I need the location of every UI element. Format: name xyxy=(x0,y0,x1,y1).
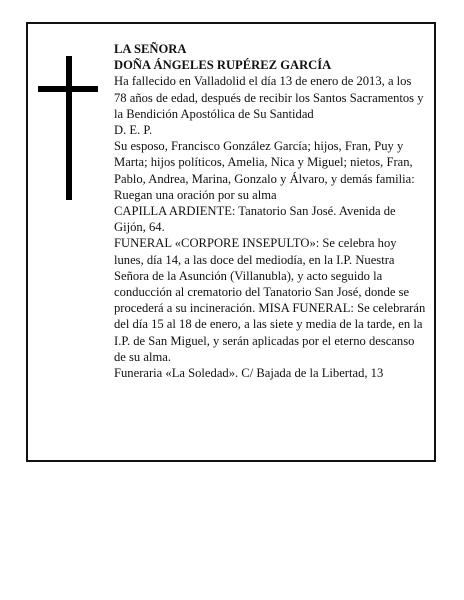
cross-horizontal-bar xyxy=(38,86,98,92)
obituary-notice xyxy=(26,22,436,462)
latin-cross-icon xyxy=(36,56,100,200)
family-list: Su esposo, Francisco González García; hijos, Fran, Puy y Marta; hijos políticos, Amelia, Nica y Miguel; nietos, Fran, Pablo, Andrea, Marina, Gonzalo y Álvaro, y demás familia: xyxy=(114,139,415,186)
funeral-info: FUNERAL «CORPORE INSEPULTO»: Se celebra hoy lunes, día 14, a las doce del mediodía, en la I.P. Nuestra Señora de la Asunción (Villanubla), y acto seguido la conducción al crematorio del Tanatorio San José, donde se procederá a su incineración. MISA FUNERAL: Se celebrarán del día 15 al 18 de enero, a las siete y media de la tarde, en la I.P. de San Miguel, y serán aplicadas por el eterno descanso de su alma. xyxy=(114,236,426,364)
funeral-home-info: Funeraria «La Soledad». C/ Bajada de la Libertad, 13 xyxy=(114,366,384,381)
chapel-info: CAPILLA ARDIENTE: Tanatorio San José. Avenida de Gijón, 64. xyxy=(114,204,396,235)
cross-vertical-bar xyxy=(66,56,72,200)
death-info: Ha fallecido en Valladolid el día 13 de enero de 2013, a los 78 años de edad, después de recibir los Santos Sacramentos y la Bendición Apostólica de Su Santidad xyxy=(114,74,424,121)
rip-text: D. E. P. xyxy=(114,123,153,138)
notice-text xyxy=(114,41,426,381)
deceased-name: DOÑA ÁNGELES RUPÉREZ GARCÍA xyxy=(114,58,332,73)
prayer-request: Ruegan una oración por su alma xyxy=(114,187,277,202)
notice-heading: LA SEÑORA xyxy=(114,42,187,56)
